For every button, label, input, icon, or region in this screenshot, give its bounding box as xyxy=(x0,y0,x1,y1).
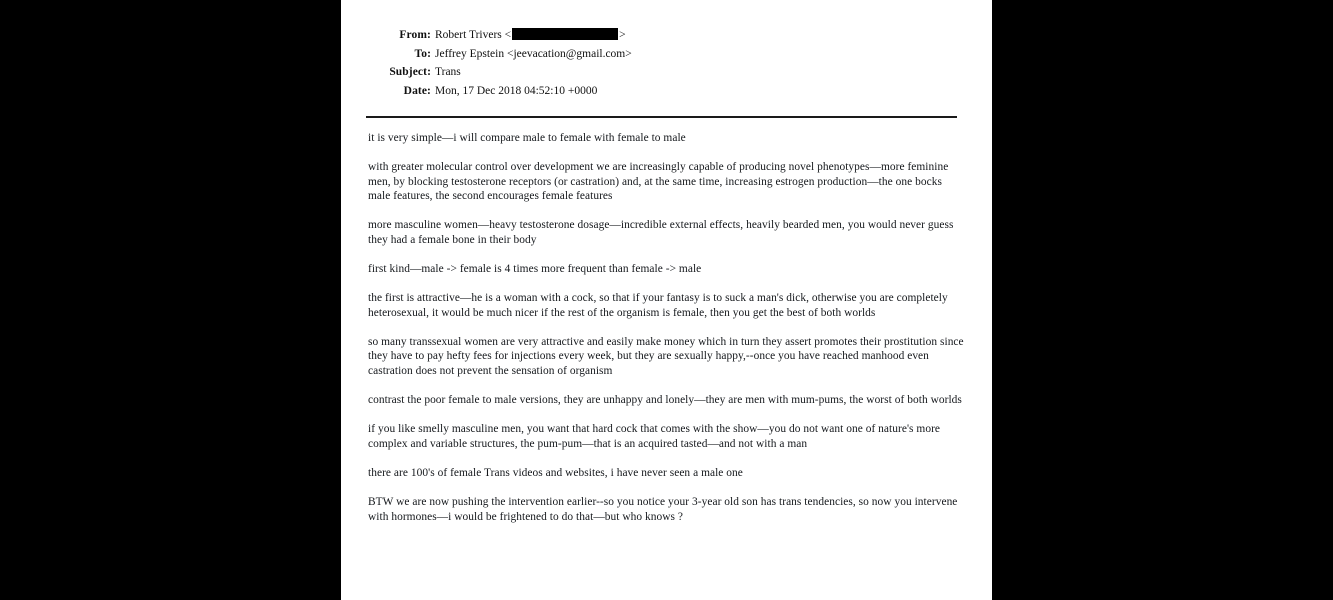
header-row-from xyxy=(341,28,992,42)
body-paragraph: more masculine women—heavy testosterone dosage—incredible external effects, heavily bearded men, you would never guess they had a female bone in their body xyxy=(368,219,954,246)
body-paragraph: the first is attractive—he is a woman with a cock, so that if your fantasy is to suck a man's dick, otherwise you are completely heterosexual, it would be much nicer if the rest of the organism is female, then you get the best of both worlds xyxy=(368,292,948,319)
header-value-subject: Trans xyxy=(435,66,461,78)
body-paragraph: there are 100's of female Trans videos and websites, i have never seen a male one xyxy=(368,466,743,479)
document-page xyxy=(341,0,992,600)
header-row-date xyxy=(341,84,992,98)
header-value-from xyxy=(435,28,992,42)
from-name-text: Robert Trivers < xyxy=(435,29,512,41)
header-label-from: From: xyxy=(399,29,431,41)
body-paragraph: BTW we are now pushing the intervention earlier--so you notice your 3-year old son has trans tendencies, so now you intervene with hormones—i would be frightened to do that—but who knows ? xyxy=(368,496,958,523)
email-body xyxy=(368,131,965,539)
redaction-bar-icon xyxy=(512,28,618,40)
header-label-to: To: xyxy=(414,47,431,60)
email-header-block xyxy=(341,28,992,102)
body-paragraph: contrast the poor female to male versions, they are unhappy and lonely—they are men with mum-pums, the worst of both worlds xyxy=(368,394,962,407)
header-label-subject: Subject: xyxy=(389,66,431,78)
body-paragraph: first kind—male -> female is 4 times more frequent than female -> male xyxy=(368,263,702,276)
body-paragraph: with greater molecular control over development we are increasingly capable of producing novel phenotypes—more feminine men, by blocking testosterone receptors (or castration) and, at the same time, increasing estrogen production—the one bocks male features, the second encourages female features xyxy=(368,161,949,203)
header-row-to xyxy=(341,47,992,61)
header-value-to: Jeffrey Epstein <jeevacation@gmail.com> xyxy=(435,47,632,60)
header-body-divider xyxy=(366,116,957,118)
header-value-date: Mon, 17 Dec 2018 04:52:10 +0000 xyxy=(435,84,598,97)
body-paragraph: if you like smelly masculine men, you want that hard cock that comes with the show—you do not want one of nature's more complex and variable structures, the pum-pum—that is an acquired tasted—and not with a man xyxy=(368,423,941,450)
header-row-subject xyxy=(341,65,992,79)
body-paragraph: it is very simple—i will compare male to female with female to male xyxy=(368,132,686,144)
header-label-date: Date: xyxy=(403,84,431,97)
from-bracket-close: > xyxy=(619,29,626,41)
body-paragraph: so many transsexual women are very attractive and easily make money which in turn they assert promotes their prostitution since they have to pay hefty fees for injections every week, but they are sexually happy,--once you have reached manhood even castration does not prevent the sensation of organism xyxy=(368,335,964,378)
